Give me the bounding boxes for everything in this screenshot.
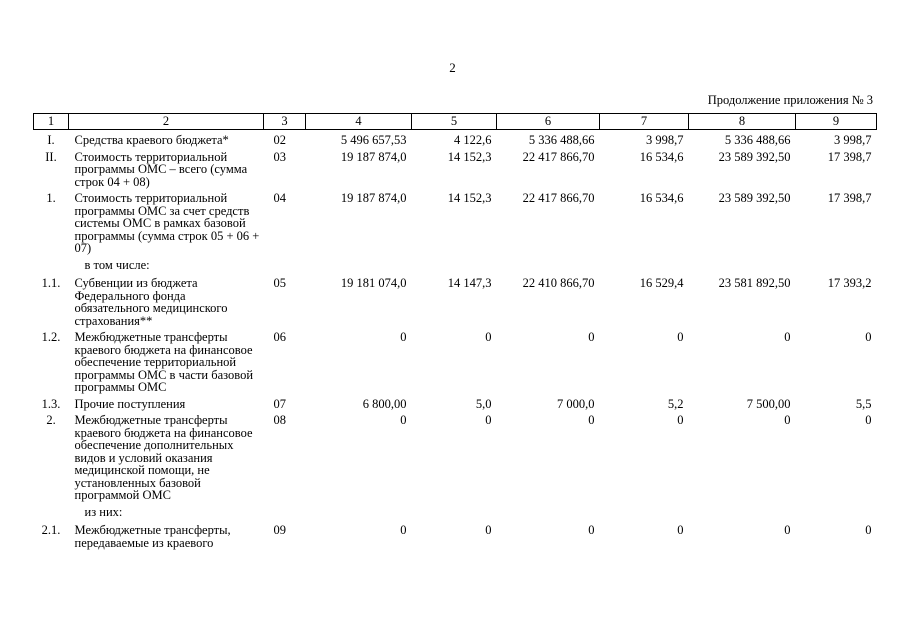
- column-header: 2: [69, 114, 264, 130]
- row-value-col7: 16 534,6: [639, 149, 684, 164]
- budget-table: [33, 113, 877, 549]
- column-header: 1: [34, 114, 69, 130]
- row-number: 1.3.: [41, 396, 61, 411]
- row-value-col5: 0: [485, 330, 492, 344]
- row-value-col5: 4 122,6: [454, 133, 492, 147]
- row-value-col4: 5 496 657,53: [340, 133, 407, 147]
- row-value-col9: 0: [865, 413, 872, 427]
- column-header: 7: [600, 114, 689, 130]
- table-row: [34, 147, 877, 189]
- row-code: 02: [273, 133, 286, 147]
- row-value-col8: 23 589 392,50: [718, 149, 791, 164]
- row-value-col9: 17 398,7: [827, 191, 872, 205]
- row-name: Средства краевого бюджета*: [74, 133, 229, 147]
- table-header-row: [34, 114, 877, 130]
- table-row: [34, 327, 877, 394]
- subheader-label: из них:: [84, 504, 123, 519]
- row-value-col7: 16 529,4: [639, 276, 684, 290]
- table-row: [34, 130, 877, 147]
- row-number: II.: [45, 149, 57, 164]
- row-value-col4: 0: [400, 523, 407, 537]
- row-value-col7: 0: [677, 330, 684, 344]
- row-value-col9: 17 393,2: [827, 276, 872, 290]
- column-header: 8: [689, 114, 796, 130]
- table-row: [34, 188, 877, 255]
- row-value-col7: 0: [677, 523, 684, 537]
- continuation-note: Продолжение приложения № 3: [707, 93, 873, 107]
- row-value-col7: 16 534,6: [639, 191, 684, 205]
- row-number: 1.1.: [41, 276, 61, 290]
- row-number: 2.1.: [41, 523, 61, 537]
- row-code: 05: [273, 276, 286, 290]
- row-value-col8: 5 336 488,66: [724, 133, 791, 147]
- row-value-col5: 5,0: [475, 396, 492, 411]
- row-code: 09: [273, 523, 286, 537]
- row-name: Стоимость территориальной программы ОМС за счет средств системы ОМС в рамках базовой программы (сумма строк 05 + 06 + 07): [74, 191, 260, 255]
- row-value-col6: 0: [588, 413, 595, 427]
- row-value-col8: 23 581 892,50: [718, 276, 791, 290]
- table-row: [34, 410, 877, 502]
- row-name: Межбюджетные трансферты краевого бюджета на финансовое обеспечение территориальной программы ОМС в части базовой программы ОМС: [74, 330, 254, 394]
- row-value-col5: 14 152,3: [447, 191, 492, 205]
- row-value-col8: 0: [784, 413, 791, 427]
- row-number: I.: [47, 133, 55, 147]
- subheader-label: в том числе:: [84, 257, 150, 272]
- row-value-col7: 0: [677, 413, 684, 427]
- row-value-col9: 3 998,7: [834, 133, 872, 147]
- row-value-col9: 0: [865, 330, 872, 344]
- row-value-col4: 0: [400, 330, 407, 344]
- table-row: [34, 273, 877, 327]
- row-code: 06: [273, 330, 286, 344]
- row-name: Стоимость территориальной программы ОМС – всего (сумма строк 04 + 08): [74, 149, 248, 189]
- row-value-col4: 6 800,00: [362, 396, 407, 411]
- row-number: 1.: [46, 191, 56, 205]
- row-value-col6: 5 336 488,66: [528, 133, 595, 147]
- row-name: Межбюджетные трансферты, передаваемые из краевого: [74, 523, 231, 550]
- column-header: 6: [497, 114, 600, 130]
- row-name: Межбюджетные трансферты краевого бюджета на финансовое обеспечение дополнительных видов и условий оказания медицинской помощи, не установленных базовой программой ОМС: [74, 413, 253, 502]
- page-number: 2: [449, 60, 456, 75]
- row-value-col8: 7 500,00: [746, 396, 791, 411]
- row-value-col7: 3 998,7: [646, 133, 684, 147]
- row-value-col8: 23 589 392,50: [718, 191, 791, 205]
- row-value-col9: 5,5: [855, 396, 872, 411]
- row-code: 08: [273, 413, 286, 427]
- column-header: 3: [264, 114, 306, 130]
- row-value-col9: 17 398,7: [827, 149, 872, 164]
- row-value-col6: 0: [588, 330, 595, 344]
- row-number: 1.2.: [41, 330, 61, 344]
- column-header: 5: [412, 114, 497, 130]
- row-value-col6: 7 000,0: [557, 396, 595, 411]
- column-header: 9: [796, 114, 877, 130]
- row-value-col6: 22 410 866,70: [522, 276, 595, 290]
- row-code: 07: [273, 396, 286, 411]
- row-value-col7: 5,2: [667, 396, 684, 411]
- row-code: 03: [273, 149, 286, 164]
- row-value-col4: 19 187 874,0: [340, 191, 407, 205]
- row-code: 04: [273, 191, 286, 205]
- row-value-col9: 0: [865, 523, 872, 537]
- row-value-col6: 0: [588, 523, 595, 537]
- row-value-col8: 0: [784, 523, 791, 537]
- row-value-col5: 14 147,3: [447, 276, 492, 290]
- row-name: Субвенции из бюджета Федерального фонда обязательного медицинского страхования**: [74, 276, 228, 328]
- row-name: Прочие поступления: [74, 396, 186, 411]
- row-value-col6: 22 417 866,70: [522, 149, 595, 164]
- table-subheader-row: [34, 255, 877, 274]
- table-row: [34, 520, 877, 549]
- column-header: 4: [306, 114, 412, 130]
- row-value-col6: 22 417 866,70: [522, 191, 595, 205]
- row-value-col5: 14 152,3: [447, 149, 492, 164]
- row-value-col4: 0: [400, 413, 407, 427]
- row-value-col8: 0: [784, 330, 791, 344]
- table-subheader-row: [34, 502, 877, 521]
- row-value-col4: 19 181 074,0: [340, 276, 407, 290]
- row-number: 2.: [46, 413, 56, 427]
- row-value-col4: 19 187 874,0: [340, 149, 407, 164]
- table-row: [34, 394, 877, 411]
- row-value-col5: 0: [485, 523, 492, 537]
- row-value-col5: 0: [485, 413, 492, 427]
